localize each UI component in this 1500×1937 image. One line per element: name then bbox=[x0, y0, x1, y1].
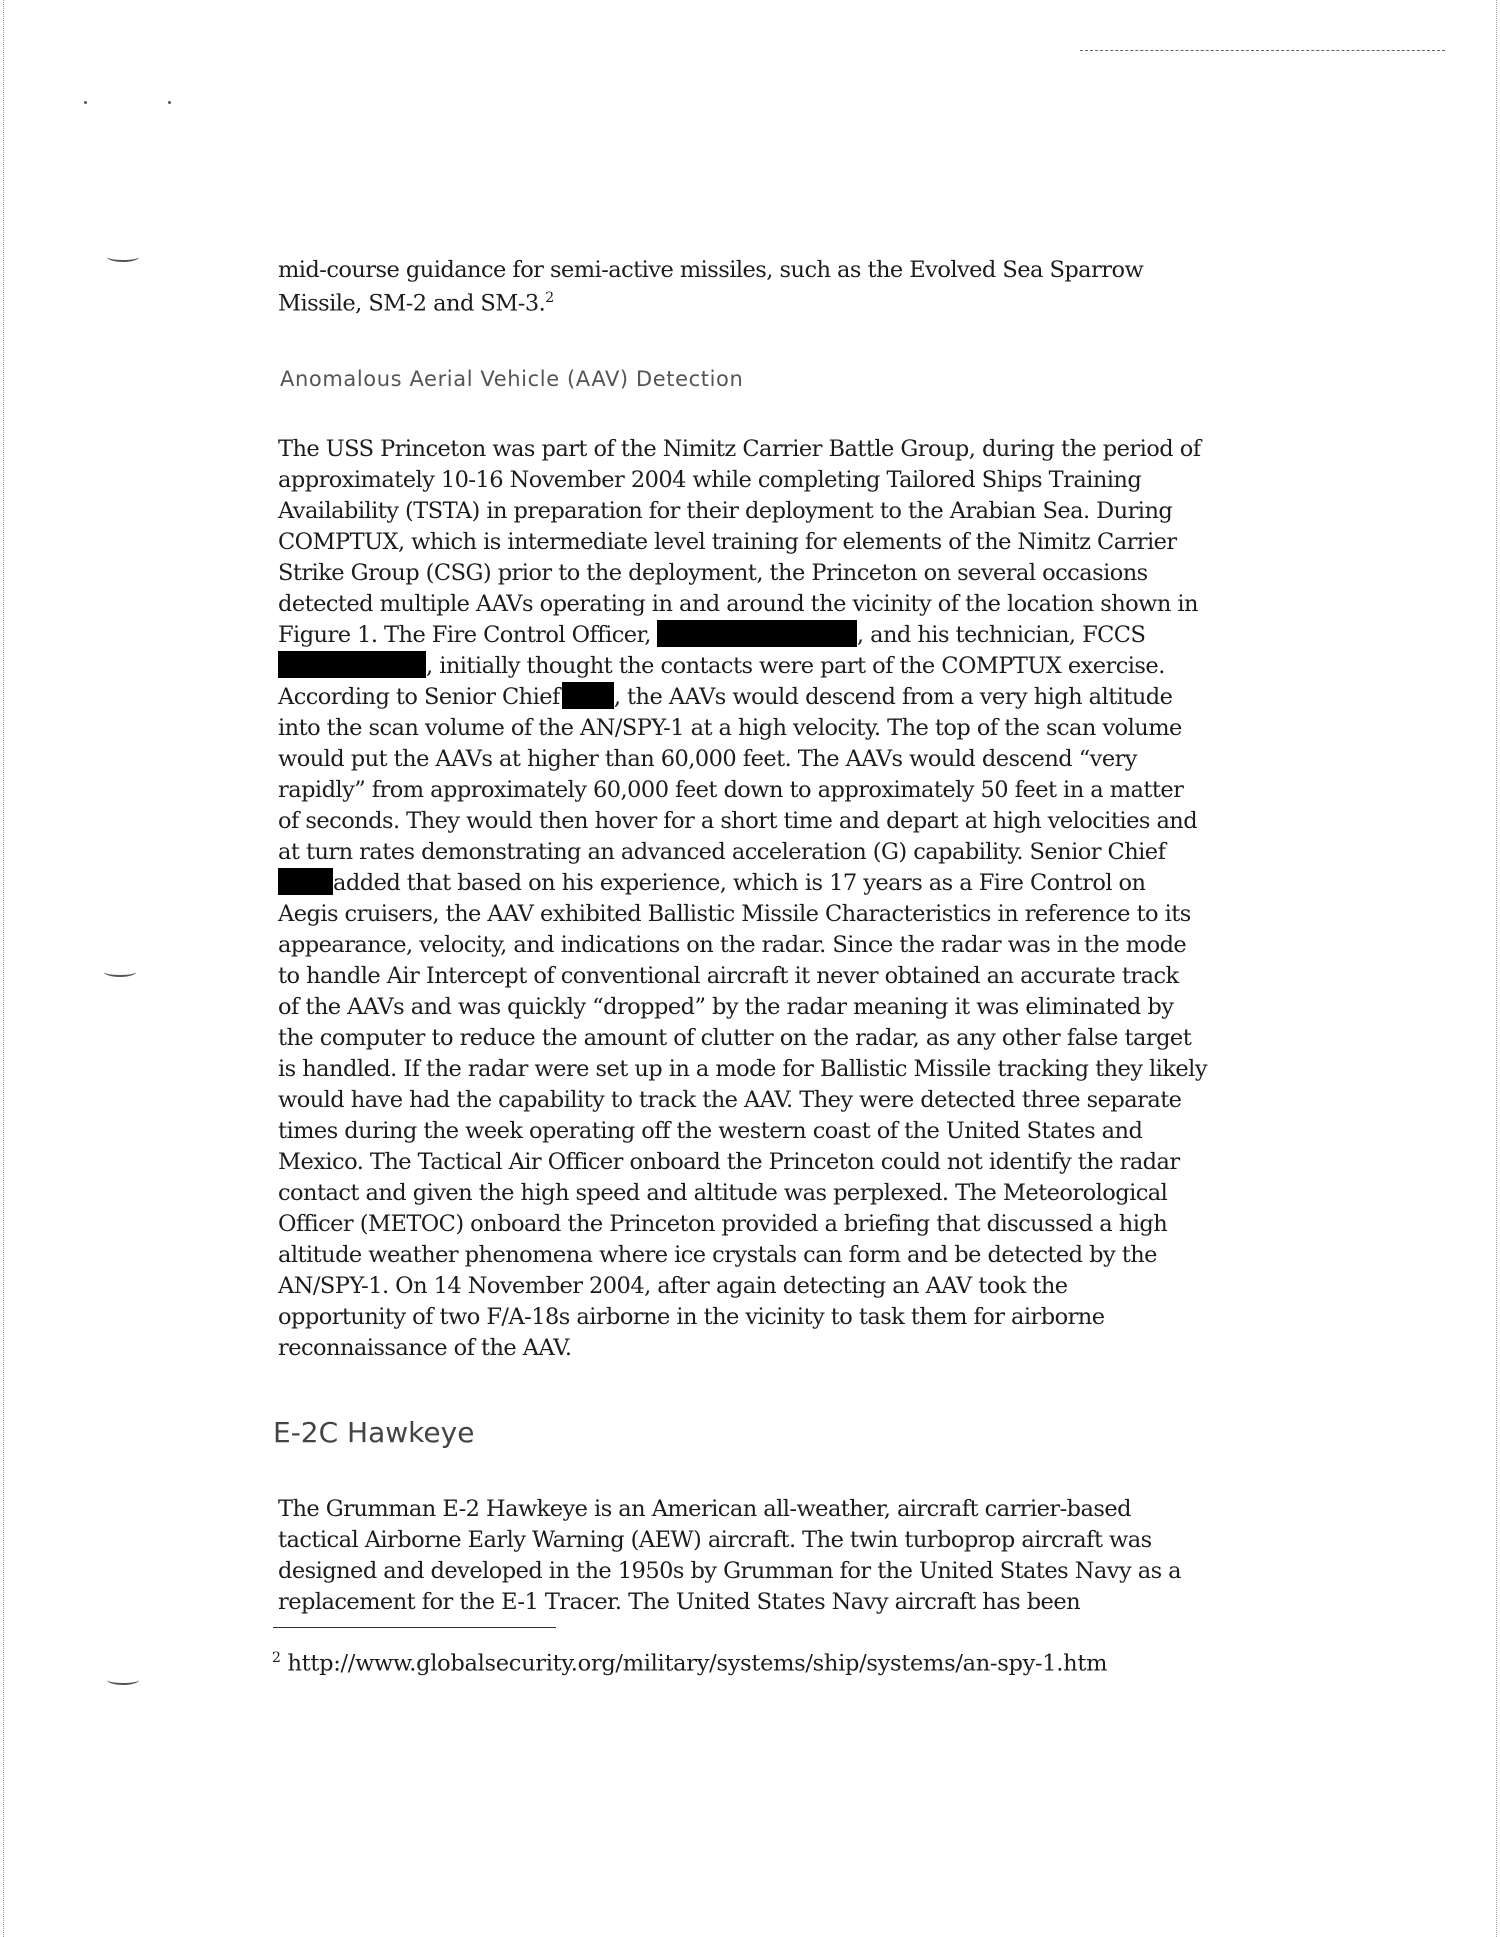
body-line bbox=[278, 283, 1278, 320]
body-line: would put the AAVs at higher than 60,000 feet. The AAVs would descend “very bbox=[278, 746, 1137, 772]
body-line: times during the week operating off the western coast of the United States and bbox=[278, 1118, 1143, 1144]
binder-tick-mark bbox=[104, 967, 136, 977]
body-line: COMPTUX, which is intermediate level training for elements of the Nimitz Carrier bbox=[278, 529, 1177, 555]
redaction-box bbox=[562, 682, 614, 709]
scan-left-edge bbox=[3, 0, 4, 1937]
body-line: rapidly” from approximately 60,000 feet down to approximately 50 feet in a matter bbox=[278, 777, 1184, 803]
footnote-ref[interactable]: 2 bbox=[545, 290, 554, 306]
body-line-text: , initially thought the contacts were part of the COMPTUX exercise. bbox=[426, 653, 1165, 679]
body-line: Aegis cruisers, the AAV exhibited Ballistic Missile Characteristics in reference to its bbox=[278, 901, 1191, 927]
binder-tick-mark bbox=[107, 1675, 139, 1685]
body-line: Strike Group (CSG) prior to the deployment, the Princeton on several occasions bbox=[278, 560, 1148, 586]
body-line: into the scan volume of the AN/SPY-1 at a high velocity. The top of the scan volume bbox=[278, 715, 1182, 741]
body-line: to handle Air Intercept of conventional aircraft it never obtained an accurate track bbox=[278, 963, 1179, 989]
binder-tick-mark bbox=[107, 252, 139, 262]
scan-speck bbox=[84, 101, 87, 104]
redaction-box bbox=[657, 620, 857, 647]
scan-speck bbox=[168, 101, 171, 104]
body-line-text: added that based on his experience, which is 17 years as a Fire Control on bbox=[333, 870, 1146, 896]
body-line: reconnaissance of the AAV. bbox=[278, 1335, 572, 1361]
body-line bbox=[278, 868, 1278, 899]
body-line: replacement for the E-1 Tracer. The United States Navy aircraft has been bbox=[278, 1589, 1081, 1615]
scan-right-edge bbox=[1496, 0, 1497, 1937]
body-line: detected multiple AAVs operating in and around the vicinity of the location shown in bbox=[278, 591, 1198, 617]
redaction-box bbox=[278, 868, 333, 895]
body-line-text: Figure 1. The Fire Control Officer, bbox=[278, 622, 651, 648]
body-line: The USS Princeton was part of the Nimitz Carrier Battle Group, during the period of bbox=[278, 436, 1201, 462]
body-line: is handled. If the radar were set up in a mode for Ballistic Missile tracking they likely bbox=[278, 1056, 1207, 1082]
body-line-text: According to Senior Chief bbox=[278, 684, 560, 710]
body-line: Mexico. The Tactical Air Officer onboard the Princeton could not identify the radar bbox=[278, 1149, 1180, 1175]
body-line: Officer (METOC) onboard the Princeton provided a briefing that discussed a high bbox=[278, 1211, 1168, 1237]
section-heading-e2c-hawkeye: E-2C Hawkeye bbox=[273, 1416, 475, 1449]
body-line: tactical Airborne Early Warning (AEW) aircraft. The twin turboprop aircraft was bbox=[278, 1527, 1152, 1553]
footnote-separator bbox=[273, 1627, 556, 1628]
footnote-url[interactable]: http://www.globalsecurity.org/military/systems/ship/systems/an-spy-1.htm bbox=[287, 1650, 1108, 1677]
body-line: appearance, velocity, and indications on the radar. Since the radar was in the mode bbox=[278, 932, 1187, 958]
body-line: of seconds. They would then hover for a short time and depart at high velocities and bbox=[278, 808, 1198, 834]
body-line: approximately 10-16 November 2004 while completing Tailored Ships Training bbox=[278, 467, 1142, 493]
body-line: at turn rates demonstrating an advanced acceleration (G) capability. Senior Chief bbox=[278, 839, 1166, 865]
body-line bbox=[278, 620, 1278, 651]
scan-top-rule bbox=[1080, 50, 1445, 51]
body-line bbox=[278, 682, 1278, 713]
body-line-text: , and his technician, FCCS bbox=[856, 622, 1146, 648]
footnote-number: 2 bbox=[272, 1650, 281, 1666]
body-line: designed and developed in the 1950s by Grumman for the United States Navy as a bbox=[278, 1558, 1182, 1584]
body-line: The Grumman E-2 Hawkeye is an American all-weather, aircraft carrier-based bbox=[278, 1496, 1131, 1522]
redaction-box bbox=[278, 651, 426, 678]
body-line-text: Missile, SM-2 and SM-3. bbox=[278, 290, 546, 317]
body-line: would have had the capability to track the AAV. They were detected three separate bbox=[278, 1087, 1182, 1113]
section-heading-aav: Anomalous Aerial Vehicle (AAV) Detection bbox=[280, 367, 744, 391]
body-line: mid-course guidance for semi-active missiles, such as the Evolved Sea Sparrow bbox=[278, 257, 1144, 283]
body-line: AN/SPY-1. On 14 November 2004, after again detecting an AAV took the bbox=[278, 1273, 1068, 1299]
body-line bbox=[278, 651, 1278, 682]
body-line: Availability (TSTA) in preparation for their deployment to the Arabian Sea. During bbox=[278, 498, 1173, 524]
body-line: opportunity of two F/A-18s airborne in the vicinity to task them for airborne bbox=[278, 1304, 1105, 1330]
body-line: contact and given the high speed and altitude was perplexed. The Meteorological bbox=[278, 1180, 1168, 1206]
body-line-text: , the AAVs would descend from a very high altitude bbox=[613, 684, 1173, 710]
body-line: the computer to reduce the amount of clutter on the radar, as any other false target bbox=[278, 1025, 1192, 1051]
body-line: altitude weather phenomena where ice crystals can form and be detected by the bbox=[278, 1242, 1157, 1268]
body-line: of the AAVs and was quickly “dropped” by the radar meaning it was eliminated by bbox=[278, 994, 1174, 1020]
footnote bbox=[272, 1650, 1107, 1677]
